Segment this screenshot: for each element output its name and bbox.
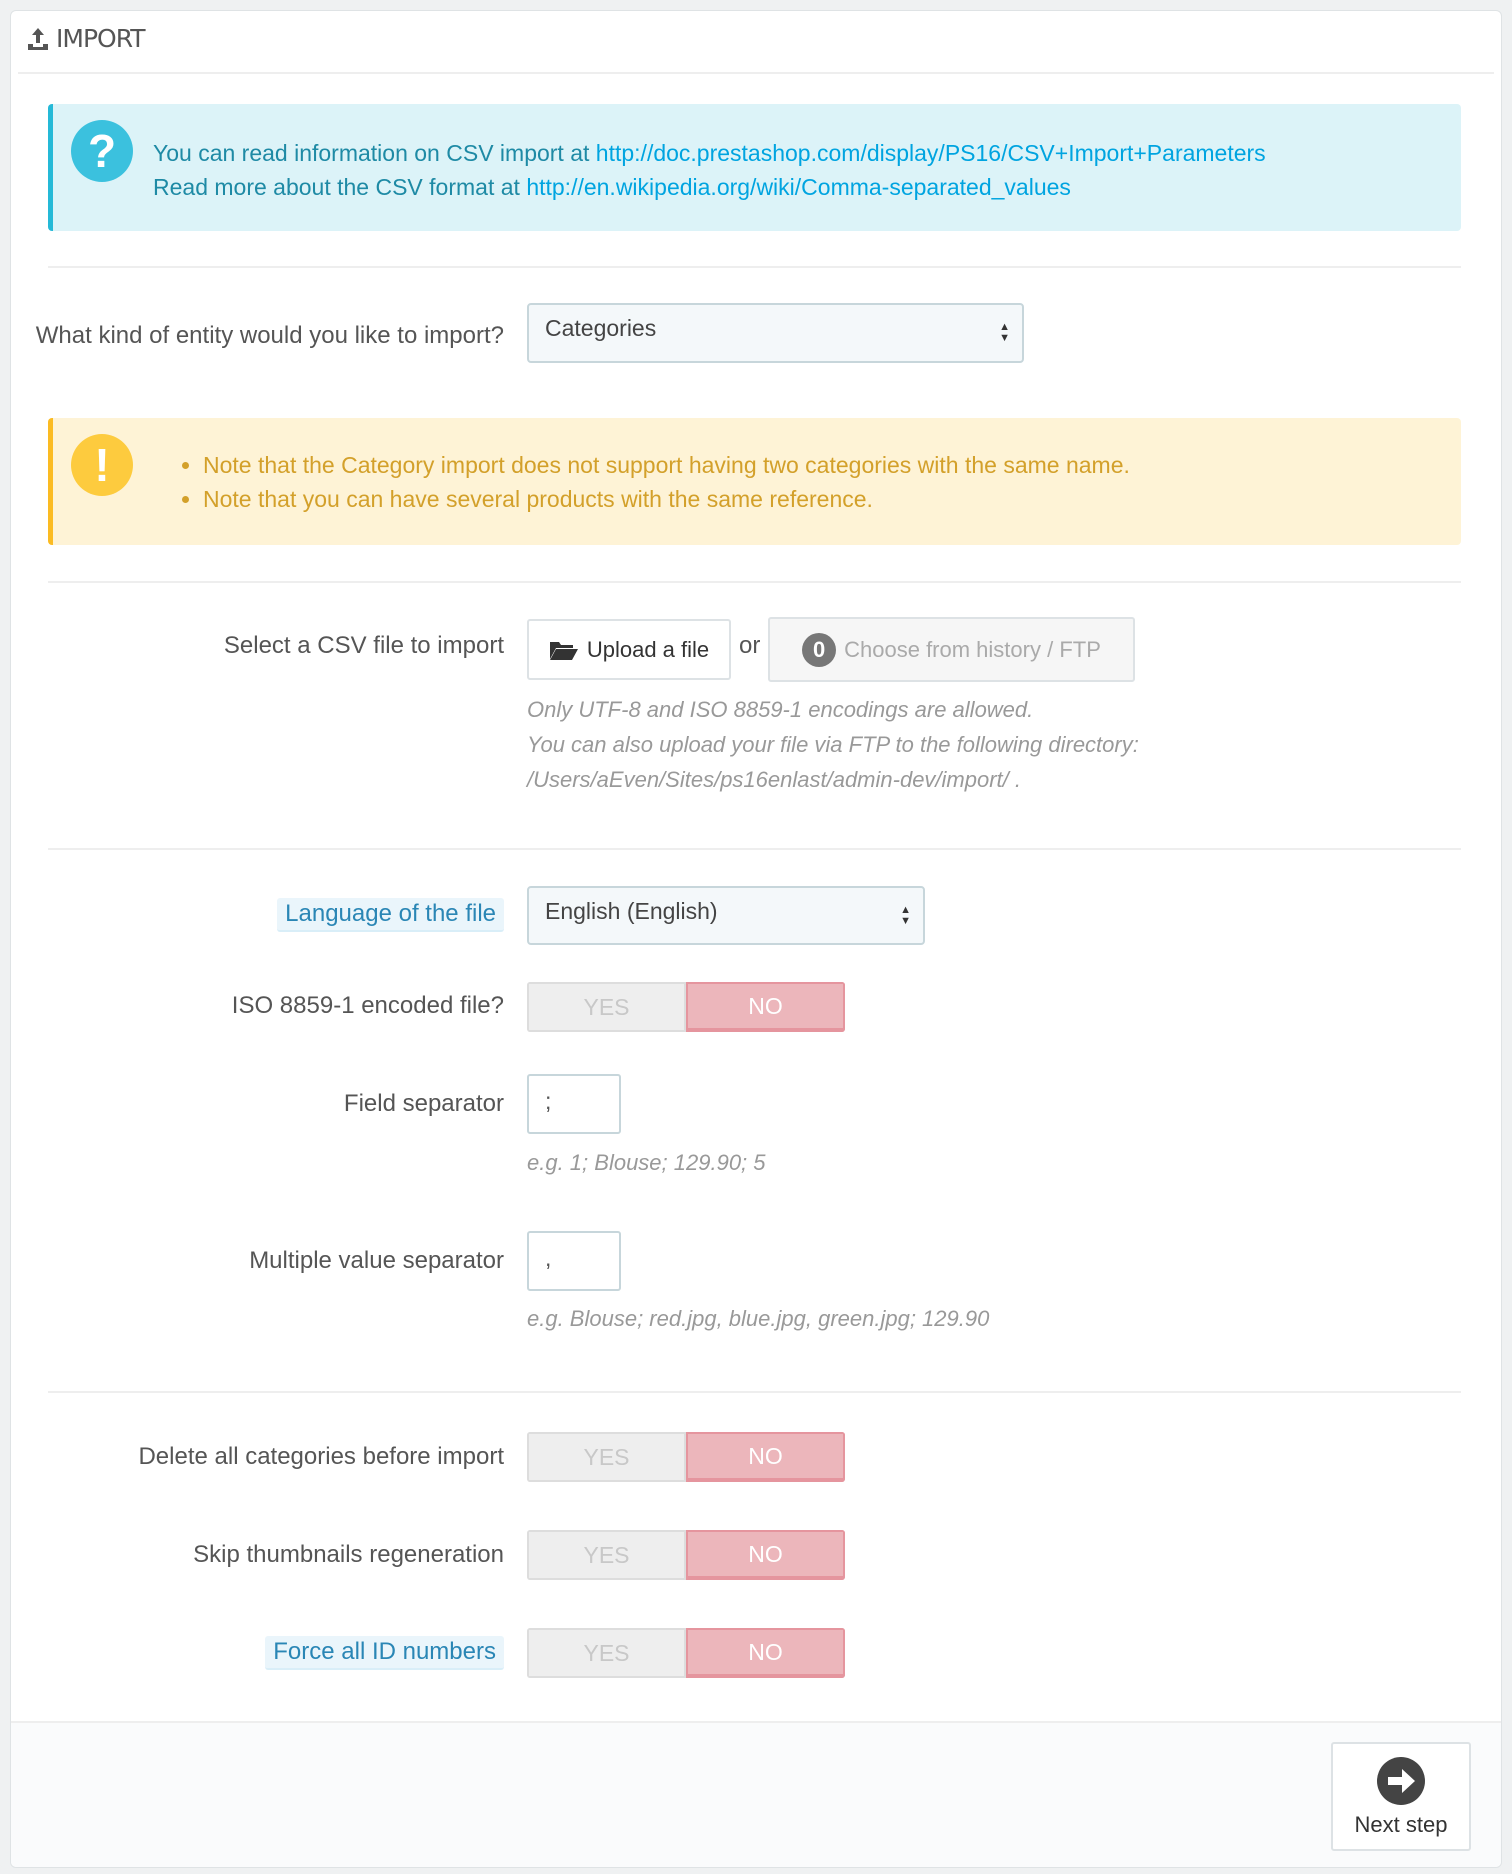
divider — [18, 72, 1494, 74]
upload-file-button[interactable] — [527, 619, 731, 680]
arrow-circle-right-icon — [1376, 1756, 1426, 1806]
divider — [48, 848, 1461, 850]
switch-yes[interactable]: YES — [527, 1432, 686, 1482]
switch-yes[interactable]: YES — [527, 982, 686, 1032]
next-step-button[interactable] — [1331, 1742, 1471, 1851]
field-separator-label: Field separator — [343, 1090, 504, 1117]
skip-label: Skip thumbnails regeneration — [193, 1541, 504, 1568]
panel-header — [26, 24, 145, 53]
multi-separator-label: Multiple value separator — [249, 1247, 504, 1274]
switch-no[interactable]: NO — [686, 982, 845, 1032]
history-label: Choose from history / FTP — [844, 636, 1101, 662]
language-select[interactable] — [527, 886, 925, 945]
csv-help — [527, 692, 1139, 797]
field-separator-input[interactable]: ; — [527, 1074, 621, 1134]
history-count-badge: 0 — [802, 633, 836, 667]
info-alert — [48, 104, 1461, 231]
switch-yes[interactable]: YES — [527, 1628, 686, 1678]
history-button[interactable] — [768, 617, 1135, 682]
exclamation-icon: ! — [71, 434, 133, 496]
csv-label: Select a CSV file to import — [223, 632, 504, 659]
multi-separator-help: e.g. Blouse; red.jpg, blue.jpg, green.jpg; 129.90 — [527, 1306, 990, 1331]
folder-open-icon — [549, 639, 579, 661]
question-icon: ? — [71, 120, 133, 182]
warning-item: • Note that you can have several products with the same reference. — [203, 482, 1130, 516]
switch-no[interactable]: NO — [686, 1628, 845, 1678]
panel-footer — [11, 1721, 1501, 1867]
or-text: or — [739, 632, 761, 659]
delete-switch[interactable] — [527, 1432, 845, 1482]
entity-value: Categories — [545, 315, 657, 341]
help-text: You can also upload your file via FTP to the following directory: — [527, 732, 1139, 757]
field-separator-help: e.g. 1; Blouse; 129.90; 5 — [527, 1150, 766, 1175]
switch-no[interactable]: NO — [686, 1530, 845, 1580]
info-text: You can read information on CSV import at — [153, 140, 596, 166]
iso-switch[interactable] — [527, 982, 845, 1032]
skip-switch[interactable] — [527, 1530, 845, 1580]
upload-label: Upload a file — [586, 636, 710, 662]
multi-separator-input[interactable]: , — [527, 1231, 621, 1291]
iso-label: ISO 8859-1 encoded file? — [231, 992, 504, 1019]
help-text: Only UTF-8 and ISO 8859-1 encodings are allowed. — [527, 697, 1034, 722]
language-label[interactable]: Language of the file — [277, 898, 504, 932]
force-switch[interactable] — [527, 1628, 845, 1678]
info-text: Read more about the CSV format at — [153, 174, 527, 200]
wikipedia-link[interactable]: http://en.wikipedia.org/wiki/Comma-separated_values — [526, 174, 1071, 200]
entity-label: What kind of entity would you like to import? — [35, 322, 504, 349]
delete-label: Delete all categories before import — [138, 1443, 504, 1470]
select-arrows-icon: ▲ ▼ — [999, 321, 1010, 344]
force-label[interactable]: Force all ID numbers — [265, 1636, 504, 1670]
switch-yes[interactable]: YES — [527, 1530, 686, 1580]
entity-select[interactable] — [527, 303, 1024, 363]
upload-icon — [26, 27, 50, 51]
panel-title: IMPORT — [56, 24, 145, 53]
help-text: /Users/aEven/Sites/ps16enlast/admin-dev/import/ . — [527, 767, 1022, 792]
warning-alert — [48, 418, 1461, 545]
doc-link[interactable]: http://doc.prestashop.com/display/PS16/CSV+Import+Parameters — [595, 140, 1266, 166]
divider — [48, 266, 1461, 268]
language-value: English (English) — [545, 898, 718, 924]
divider — [48, 1391, 1461, 1393]
switch-no[interactable]: NO — [686, 1432, 845, 1482]
select-arrows-icon: ▲ ▼ — [900, 903, 911, 927]
next-step-label: Next step — [1354, 1811, 1448, 1837]
divider — [48, 581, 1461, 583]
warning-item: • Note that the Category import does not support having two categories with the same name. — [203, 448, 1130, 482]
